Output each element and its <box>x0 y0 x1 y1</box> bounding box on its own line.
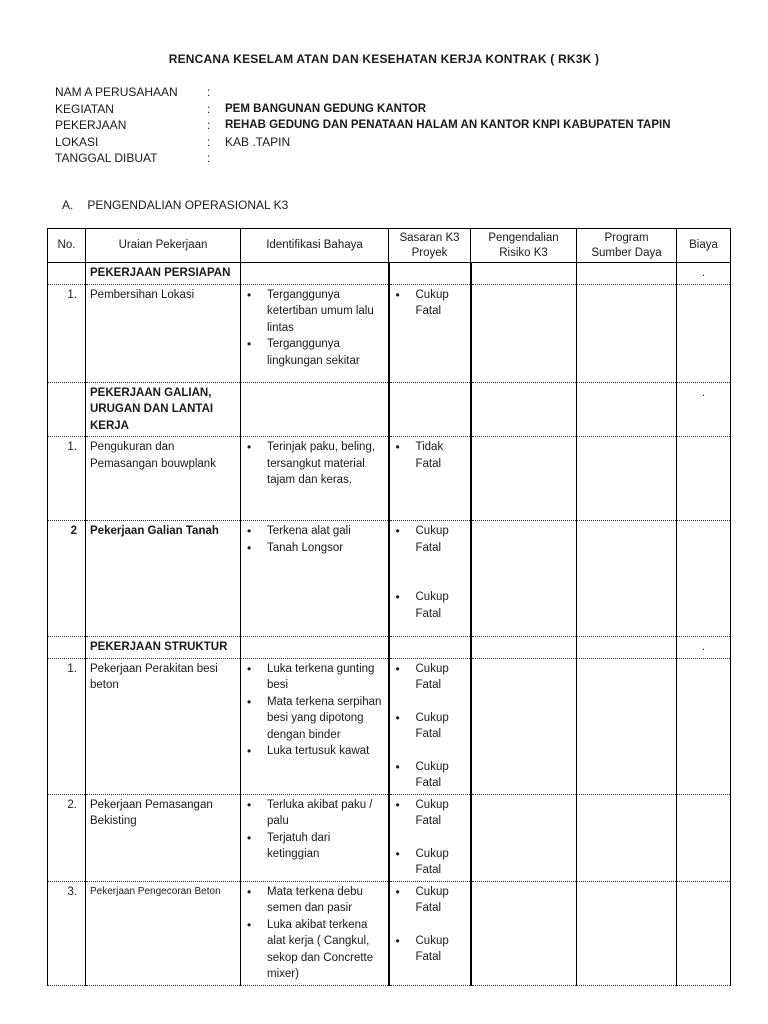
info-row-location <box>55 134 671 151</box>
row-program <box>577 437 677 521</box>
row-pengendalian <box>471 521 577 637</box>
header-program <box>577 229 677 263</box>
info-label: TANGGAL DIBUAT <box>55 151 158 165</box>
row-sasaran <box>389 284 471 382</box>
sasaran-item: • Cukup Fatal <box>394 884 466 917</box>
header-biaya: Biaya <box>677 229 731 263</box>
row-biaya <box>677 794 731 881</box>
row-number: 1. <box>48 284 86 382</box>
sasaran-item: • Cukup Fatal <box>394 287 466 320</box>
cell-empty <box>241 637 389 659</box>
row-sasaran <box>389 658 471 794</box>
section-title: PENGENDALIAN OPERASIONAL K3 <box>87 198 289 212</box>
cell-empty <box>389 382 471 437</box>
cell-empty <box>471 382 577 437</box>
header-sasaran <box>389 229 471 263</box>
cell-empty <box>48 382 86 437</box>
bahaya-item: • Mata terkena serpihan besi yang dipotong dengan binder <box>245 694 384 744</box>
info-label: KEGIATAN <box>55 101 114 116</box>
row-bahaya <box>241 437 389 521</box>
bahaya-item: • Terluka akibat paku / palu <box>245 797 384 830</box>
info-label: PEKERJAAN <box>55 118 127 132</box>
header-identifikasi: Identifikasi Bahaya <box>241 229 389 263</box>
bahaya-list <box>245 439 384 489</box>
info-colon: : <box>207 151 211 165</box>
row-number: 2 <box>48 521 86 637</box>
row-pengendalian <box>471 284 577 382</box>
sasaran-list <box>394 797 466 879</box>
info-row-activity <box>55 101 671 118</box>
cell-empty <box>471 263 577 285</box>
cell-empty <box>471 637 577 659</box>
info-label: LOKASI <box>55 134 99 149</box>
biaya-cell: . <box>677 637 731 659</box>
bahaya-list <box>245 523 384 556</box>
info-value: REHAB GEDUNG DAN PENATAAN HALAM AN KANTOR KNPI KABUPATEN TAPIN <box>225 119 671 131</box>
bahaya-list <box>245 661 384 760</box>
row-pengendalian <box>471 794 577 881</box>
bahaya-item: • Terjatuh dari ketinggian <box>245 830 384 863</box>
row-sasaran <box>389 437 471 521</box>
info-colon: : <box>207 134 211 149</box>
cell-empty <box>48 637 86 659</box>
table-row <box>48 658 731 794</box>
cell-empty <box>389 637 471 659</box>
group-title: PEKERJAAN PERSIAPAN <box>86 263 241 285</box>
bahaya-list <box>245 287 384 370</box>
bahaya-item: • Mata terkena debu semen dan pasir <box>245 884 384 917</box>
sasaran-item: • Cukup Fatal <box>394 661 466 694</box>
table-row <box>48 881 731 985</box>
sasaran-item: • Tidak Fatal <box>394 439 466 472</box>
header-uraian: Uraian Pekerjaan <box>86 229 241 263</box>
cell-empty <box>577 263 677 285</box>
row-sasaran <box>389 881 471 985</box>
k3-control-table <box>47 228 731 986</box>
sasaran-item: • Cukup Fatal <box>394 710 466 743</box>
info-row-date <box>55 150 671 167</box>
company-info <box>55 84 671 167</box>
bahaya-item: • Luka terkena gunting besi <box>245 661 384 694</box>
cell-empty <box>577 382 677 437</box>
row-pengendalian <box>471 658 577 794</box>
cell-empty <box>48 263 86 285</box>
bahaya-item: • Terganggunya lingkungan sekitar <box>245 336 384 369</box>
row-bahaya <box>241 658 389 794</box>
row-program <box>577 881 677 985</box>
header-program-line2: Sumber Daya <box>591 246 662 259</box>
table-row <box>48 794 731 881</box>
row-uraian: Pekerjaan Galian Tanah <box>86 521 241 637</box>
document-title: RENCANA KESELAM ATAN DAN KESEHATAN KERJA KONTRAK ( RK3K ) <box>168 52 600 66</box>
biaya-cell: . <box>677 382 731 437</box>
bahaya-item: • Luka tertusuk kawat <box>245 743 384 760</box>
bahaya-item: • Terganggunya ketertiban umum lalu lintas <box>245 287 384 337</box>
row-uraian: Pekerjaan Perakitan besi beton <box>86 658 241 794</box>
group-row <box>48 637 731 659</box>
sasaran-list <box>394 439 466 472</box>
row-uraian: Pekerjaan Pengecoran Beton <box>86 881 241 985</box>
sasaran-item: • Cukup Fatal <box>394 797 466 830</box>
row-program <box>577 521 677 637</box>
bahaya-item: • Terinjak paku, beling, tersangkut material tajam dan keras. <box>245 439 384 489</box>
table-row <box>48 437 731 521</box>
sasaran-item: • Cukup Fatal <box>394 759 466 792</box>
table-row <box>48 284 731 382</box>
bahaya-list <box>245 884 384 983</box>
table-header-row <box>48 229 731 263</box>
sasaran-item: • Cukup Fatal <box>394 933 466 966</box>
row-program <box>577 658 677 794</box>
section-heading <box>62 198 288 212</box>
row-number: 3. <box>48 881 86 985</box>
row-program <box>577 794 677 881</box>
sasaran-list <box>394 884 466 966</box>
header-sasaran-line2: Proyek <box>411 246 448 259</box>
row-bahaya <box>241 521 389 637</box>
group-row <box>48 263 731 285</box>
row-uraian: Pengukuran dan Pemasangan bouwplank <box>86 437 241 521</box>
row-sasaran <box>389 794 471 881</box>
sasaran-item: • Cukup Fatal <box>394 523 466 556</box>
row-biaya <box>677 658 731 794</box>
info-colon: : <box>207 85 211 99</box>
table-row <box>48 521 731 637</box>
row-program <box>577 284 677 382</box>
row-biaya <box>677 437 731 521</box>
row-bahaya <box>241 794 389 881</box>
row-uraian: Pembersihan Lokasi <box>86 284 241 382</box>
row-pengendalian <box>471 881 577 985</box>
row-biaya <box>677 521 731 637</box>
bahaya-item: • Luka akibat terkena alat kerja ( Cangkul, sekop dan Concrette mixer) <box>245 917 384 983</box>
header-pengendalian-line1: Pengendalian <box>488 231 559 244</box>
header-program-line1: Program <box>604 231 649 244</box>
bahaya-item: • Tanah Longsor <box>245 540 384 557</box>
row-pengendalian <box>471 437 577 521</box>
bahaya-item: • Terkena alat gali <box>245 523 384 540</box>
row-uraian: Pekerjaan Pemasangan Bekisting <box>86 794 241 881</box>
group-row <box>48 382 731 437</box>
cell-empty <box>577 637 677 659</box>
info-label: NAM A PERUSAHAAN <box>55 85 178 99</box>
cell-empty <box>241 382 389 437</box>
header-pengendalian <box>471 229 577 263</box>
cell-empty <box>241 263 389 285</box>
info-value: KAB .TAPIN <box>225 134 291 149</box>
row-biaya <box>677 284 731 382</box>
row-number: 1. <box>48 437 86 521</box>
row-bahaya <box>241 881 389 985</box>
info-colon: : <box>207 118 211 132</box>
cell-empty <box>389 263 471 285</box>
row-sasaran <box>389 521 471 637</box>
group-title: PEKERJAAN GALIAN, URUGAN DAN LANTAI KERJA <box>86 382 241 437</box>
sasaran-list <box>394 287 466 320</box>
header-no: No. <box>48 229 86 263</box>
sasaran-item: • Cukup Fatal <box>394 846 466 879</box>
sasaran-list <box>394 661 466 792</box>
row-number: 1. <box>48 658 86 794</box>
section-letter: A. <box>62 198 74 212</box>
bahaya-list <box>245 797 384 863</box>
sasaran-list <box>394 523 466 622</box>
sasaran-item: • Cukup Fatal <box>394 589 466 622</box>
info-value: PEM BANGUNAN GEDUNG KANTOR <box>225 102 427 115</box>
header-pengendalian-line2: Risiko K3 <box>499 246 548 259</box>
info-row-company <box>55 84 671 101</box>
info-row-work <box>55 117 671 134</box>
row-biaya <box>677 881 731 985</box>
row-number: 2. <box>48 794 86 881</box>
header-sasaran-line1: Sasaran K3 <box>399 231 460 244</box>
biaya-cell: . <box>677 263 731 285</box>
info-colon: : <box>207 101 211 116</box>
group-title: PEKERJAAN STRUKTUR <box>86 637 241 659</box>
row-bahaya <box>241 284 389 382</box>
